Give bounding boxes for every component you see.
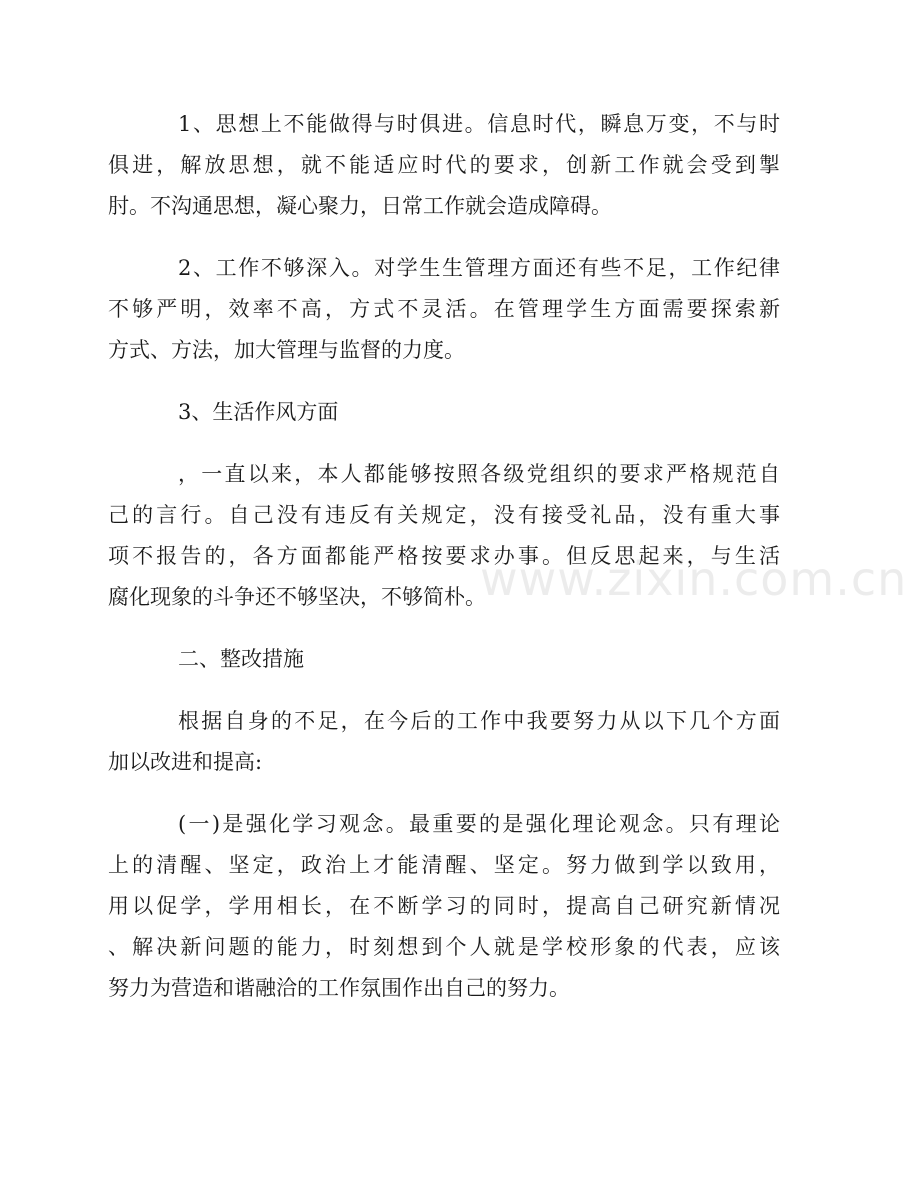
text-line: (一)是强化学习观念。最重要的是强化理论观念。只有理论 xyxy=(178,812,780,836)
paragraph-7 xyxy=(108,804,780,1009)
paragraph-6 xyxy=(108,701,780,783)
text-line: 己的言行。自己没有违反有关规定，没有接受礼品，没有重大事 xyxy=(108,503,780,527)
text-line: 不够严明，效率不高，方式不灵活。在管理学生方面需要探索新 xyxy=(108,297,780,321)
text-line: 、解决新问题的能力，时刻想到个人就是学校形象的代表，应该 xyxy=(108,935,780,959)
text-line: 腐化现象的斗争还不够坚决，不够简朴。 xyxy=(108,585,486,609)
text-line: 3、生活作风方面 xyxy=(178,400,339,424)
text-line: 根据自身的不足，在今后的工作中我要努力从以下几个方面 xyxy=(178,709,780,733)
document-body xyxy=(108,104,780,1030)
paragraph-4 xyxy=(108,454,780,618)
text-line: 项不报告的，各方面都能严格按要求办事。但反思起来，与生活 xyxy=(108,544,780,568)
text-line: 上的清醒、坚定，政治上才能清醒、坚定。努力做到学以致用， xyxy=(108,853,780,877)
paragraph-1 xyxy=(108,104,780,227)
paragraph-2 xyxy=(108,248,780,371)
text-line: 1、思想上不能做得与时俱进。信息时代，瞬息万变，不与时 xyxy=(178,112,780,136)
text-line: ，一直以来，本人都能够按照各级党组织的要求严格规范自 xyxy=(178,462,780,486)
text-line: 方式、方法，加大管理与监督的力度。 xyxy=(108,338,465,362)
text-line: 2、工作不够深入。对学生生管理方面还有些不足，工作纪律 xyxy=(178,256,780,280)
text-line: 二、整改措施 xyxy=(178,647,304,671)
text-line: 俱进，解放思想，就不能适应时代的要求，创新工作就会受到掣 xyxy=(108,153,780,177)
text-line: 努力为营造和谐融洽的工作氛围作出自己的努力。 xyxy=(108,976,570,1000)
paragraph-3-heading xyxy=(180,392,780,433)
watermark: www.zixin.com.cn xyxy=(480,552,908,606)
section-heading xyxy=(180,639,780,680)
text-line: 加以改进和提高: xyxy=(108,750,263,774)
text-line: 用以促学，学用相长，在不断学习的同时，提高自己研究新情况 xyxy=(108,894,780,918)
text-line: 肘。不沟通思想，凝心聚力，日常工作就会造成障碍。 xyxy=(108,194,612,218)
